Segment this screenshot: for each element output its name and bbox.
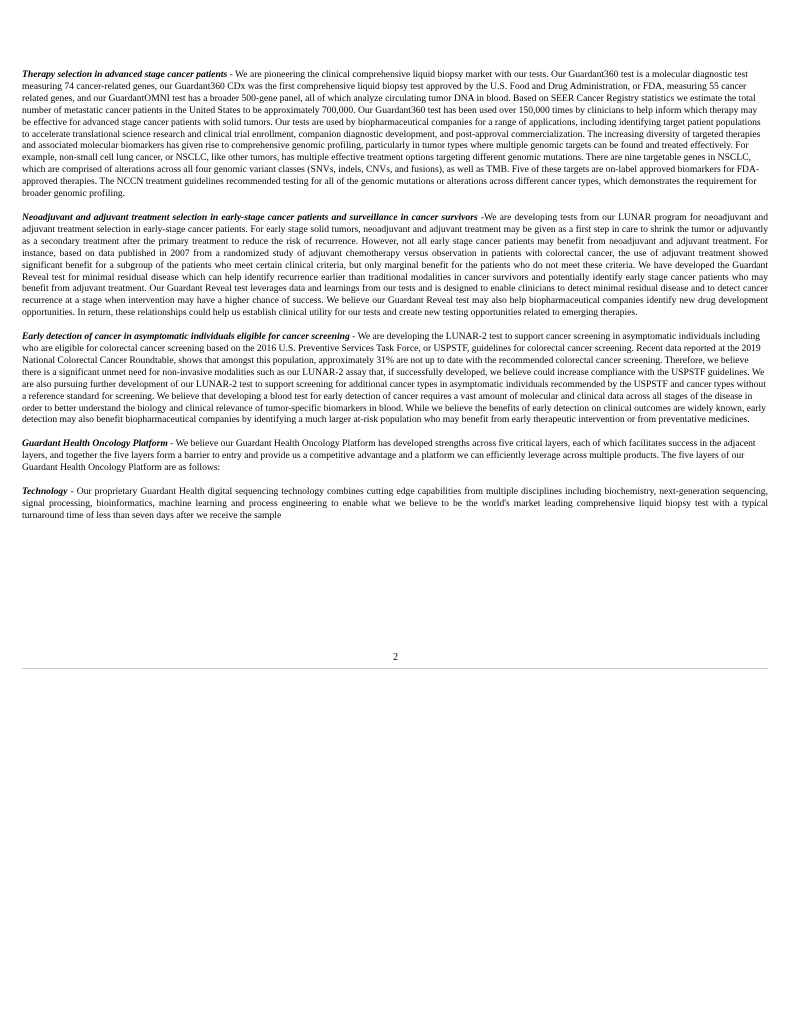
paragraph-separator: - <box>349 331 358 343</box>
paragraph-lead: Therapy selection in advanced stage cancer patients <box>22 69 228 80</box>
paragraph-separator: - <box>67 486 77 498</box>
paragraph-neoadjuvant-adjuvant <box>22 212 768 319</box>
paragraph-lead: Neoadjuvant and adjuvant treatment selection in early-stage cancer patients and surveillance in cancer survivors <box>22 211 478 223</box>
page-number: 2 <box>393 652 398 663</box>
paragraph-separator: - <box>477 211 484 223</box>
paragraph-body: We are developing tests from our LUNAR program for neoadjuvant and adjuvant treatment selection in early-stage cancer patients. For early stage solid tumors, neoadjuvant and adjuvant treatment may be given as a first step in care to shrink the tumor or adjuvantly as a secondary treatment after the primary treatment to reduce the risk of recurrence. However, not all early stage cancer patients may benefit from neoadjuvant and adjuvant treatment. For instance, based on data published in 2007 from a randomized study of adjuvant chemotherapy versus observation in patients with colorectal cancer, the use of adjuvant treatment showed significant benefit for a subgroup of the patients who meet certain clinical criteria, but only marginal benefit for the patients who do not meet these criteria. We have developed the Guardant Reveal test for minimal residual disease which can help identify recurrence earlier than traditional modalities in cancer survivors and potentially identify early stage cancer patients who may benefit from adjuvant treatment. Our Guardant Reveal test leverages data and learnings from our tests and is designed to enable clinicians to detect minimal residual disease and to detect cancer recurrence at a stage when intervention may have a higher chance of success. We believe our Guardant Reveal test may also help biopharmaceutical companies identify new drug development opportunities. In return, these relationships could help us establish clinical utility for our tests and create new testing opportunities related to emerging therapies. <box>22 211 768 319</box>
paragraph-oncology-platform <box>22 438 768 474</box>
document-page <box>22 69 768 534</box>
paragraph-lead: Guardant Health Oncology Platform <box>22 438 168 450</box>
paragraph-body: We are developing the LUNAR-2 test to support cancer screening in asymptomatic individuals including who are eligible for colorectal cancer screening based on the 2016 U.S. Preventive Services Task Force, or USPSTF, guidelines for colorectal cancer screening. Recent data reported at the 2019 National Colorectal Cancer Roundtable, shows that amongst this population, approximately 31% are not up to date with the recommended colorectal cancer screening. Therefore, we believe there is a significant unmet need for non-invasive modalities such as our LUNAR-2 assay that, if successfully developed, we believe could increase compliance with the USPSTF guidelines. We are also pursuing further development of our LUNAR-2 test to support screening for additional cancer types in asymptomatic individuals recommended by the USPSTF and cancer types without a reference standard for screening. We believe that developing a blood test for early detection of cancer requires a vast amount of molecular and clinical data across all stages of the disease in order to better understand the biology and clinical relevance of tumor-specific biomarkers in blood. While we believe the benefits of early detection on clinical outcomes are widely known, early detection may also benefit biopharmaceutical companies by identifying a much larger at-risk population who may benefit from early therapeutic intervention or from preventative medicines. <box>22 331 766 426</box>
paragraph-body: Our proprietary Guardant Health digital sequencing technology combines cutting edge capabilities from multiple disciplines including biochemistry, next-generation sequencing, signal processing, bioinformatics, machine learning and process engineering to enable what we believe to be the world's market leading comprehensive liquid biopsy test with a typical turnaround time of less than seven days after we receive the sample <box>22 486 768 521</box>
paragraph-lead: Early detection of cancer in asymptomatic individuals eligible for cancer screening <box>22 331 350 343</box>
footer-divider <box>22 668 768 669</box>
paragraph-technology <box>22 486 768 522</box>
paragraph-body: We believe our Guardant Health Oncology Platform has developed strengths across five critical layers, each of which facilitates success in the adjacent layers, and together the five layers form a barrier to entry and provide us a competitive advantage and a platform we can efficiently leverage across multiple products. The five layers of our Guardant Health Oncology Platform are as follows: <box>22 438 756 474</box>
paragraph-lead: Technology <box>22 486 68 498</box>
paragraph-separator: - <box>167 438 176 450</box>
paragraph-body: We are pioneering the clinical comprehensive liquid biopsy market with our tests. Our Guardant360 test is a molecular diagnostic test measuring 74 cancer-related genes, our Guardant360 CDx was the first comprehensive liquid biopsy test approved by the U.S. Food and Drug Administration, or FDA, measuring 55 cancer related genes, and our GuardantOMNI test has a broader 500-gene panel, all of which analyze circulating tumor DNA in blood. Based on SEER Cancer Registry statistics we estimate the total number of metastatic cancer patients in the United States to be approximately 700,000. Our Guardant360 test has been used over 150,000 times by clinicians to help inform which therapy may be effective for advanced stage cancer patients with solid tumors. Our tests are used by biopharmaceutical companies for a range of applications, including identifying target patient populations to accelerate translational science research and clinical trial enrollment, companion diagnostic development, and post-approval commercialization. The increasing diversity of targeted therapies and associated molecular biomarkers has given rise to comprehensive genomic profiling, particularly in tumor types where multiple genomic targets can be found and treated effectively. For example, non-small cell lung cancer, or NSCLC, like other tumors, has multiple effective treatment options targeting different genomic mutations. There are nine targetable genes in NSCLC, which are comprised of alterations across all four genomic variant classes (SNVs, indels, CNVs, and fusions), as well as TMB. Five of these targets are on-label approved biomarkers for FDA-approved therapies. The NCCN treatment guidelines recommended testing for all of the genomic mutations or alterations across different cancer types, which demonstrates the requirement for broader genomic profiling. <box>22 69 761 200</box>
paragraph-early-detection <box>22 331 768 426</box>
paragraph-therapy-selection <box>22 69 768 200</box>
paragraph-separator: - <box>227 69 236 80</box>
